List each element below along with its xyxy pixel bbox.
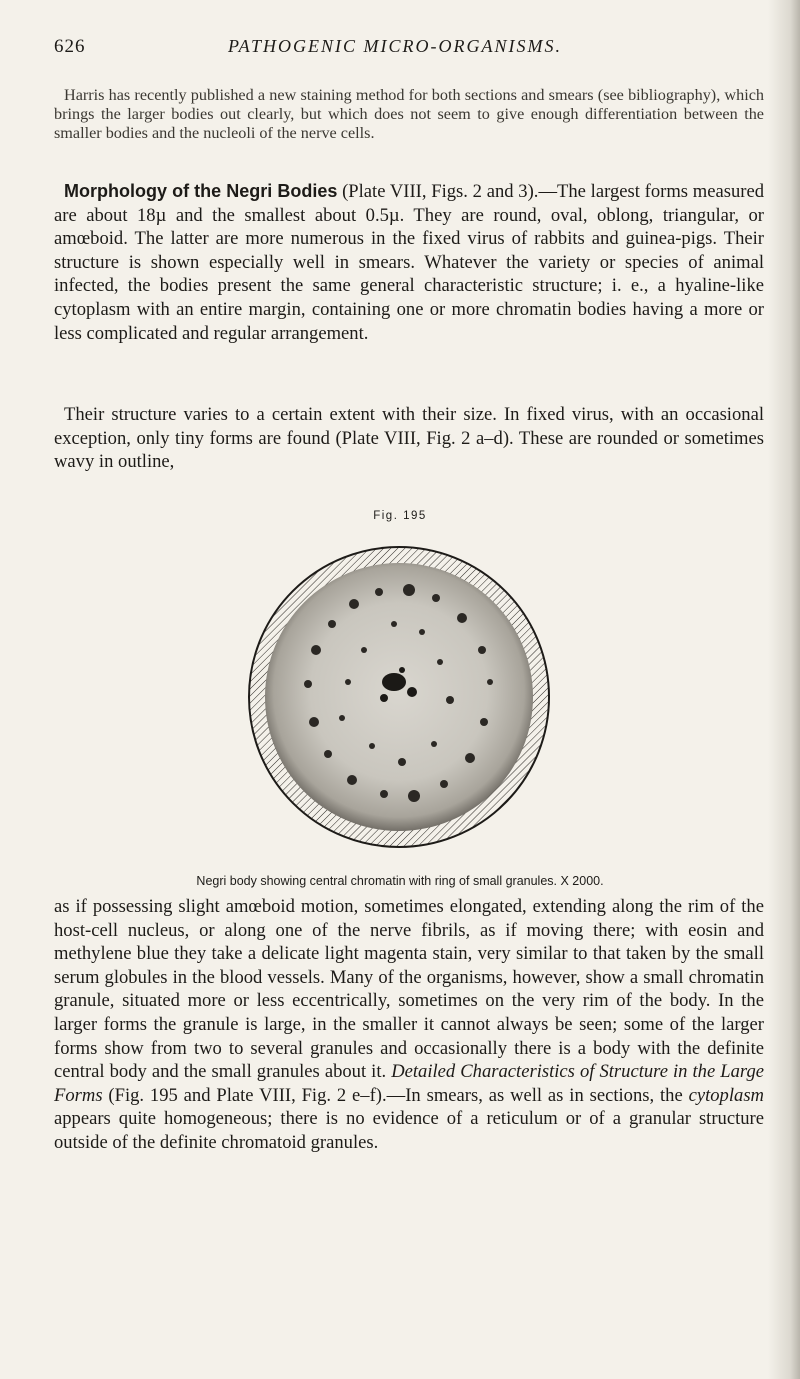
paragraph-detailed-end: appears quite homogeneous; there is no evidence of a reticulum or of a granular structure outside of the definite chromatoid granules.: [54, 1108, 764, 1153]
paragraph-amoeboid: [54, 895, 764, 1155]
paragraph-harris: Harris has recently published a new staining method for both sections and smears (see bibliography), which brings the larger bodies out clearly, but which does not seem to give enough differentiation between the smaller bodies and the nucleoli of the nerve cells.: [54, 86, 764, 142]
negri-body-illustration: [244, 532, 554, 862]
paragraph-morphology: [54, 180, 764, 345]
running-title: PATHOGENIC MICRO-ORGANISMS.: [228, 36, 562, 56]
paragraph-morphology-body: (Plate VIII, Figs. 2 and 3).—The largest forms measured are about 18µ and the smallest about 0.5µ. They are round, oval, oblong, triangular, or amœboid. The latter are more numerous in the fixed virus of rabbits and guinea-pigs. Their structure is shown especially well in smears. Whatever the variety or species of animal infected, the bodies present the same general characteristic structure; i. e., a hyaline-like cytoplasm with an entire margin, containing one or more chromatin bodies having a more or less complicated and regular arrangement.: [54, 181, 765, 344]
paragraph-detailed-body: (Fig. 195 and Plate VIII, Fig. 2 e–f).—In smears, as well as in sections, the: [102, 1084, 689, 1106]
figure-caption: Negri body showing central chromatin with ring of small granules. X 2000.: [196, 874, 604, 888]
page-edge-shadow: [768, 0, 800, 1379]
negri-body: [265, 563, 533, 831]
section-heading-morphology: Morphology of the Negri Bodies: [64, 181, 338, 201]
paragraph-amoeboid-body: as if possessing slight amœboid motion, sometimes elongated, extending along the rim of the host-cell nucleus, or along one of the nerve fibrils, as if moving there; with eosin and methylene blue they take a delicate light magenta stain, very similar to that taken by the small serum globules in the blood vessels. Many of the organisms, however, show a small chromatin granule, situated more or less eccentrically, sometimes on the very rim of the body. In the larger forms the granule is large, in the smaller it cannot always be seen; some of the larger forms show from two to several granules and occasionally there is a body with the definite central body and the small granules about it.: [54, 896, 764, 1083]
page-number: 626: [54, 36, 86, 57]
term-cytoplasm: cytoplasm: [688, 1084, 764, 1106]
section-subheading-detailed: Detailed Characteristics of Structure in the Large Forms: [54, 1061, 764, 1106]
paragraph-structure: Their structure varies to a certain extent with their size. In fixed virus, with an occasional exception, only tiny forms are found (Plate VIII, Fig. 2 a–d). These are rounded or sometimes wavy in outline,: [54, 404, 764, 473]
running-head: [54, 36, 754, 60]
figure-label: Fig. 195: [373, 510, 427, 522]
negri-body-figure: [244, 532, 554, 862]
